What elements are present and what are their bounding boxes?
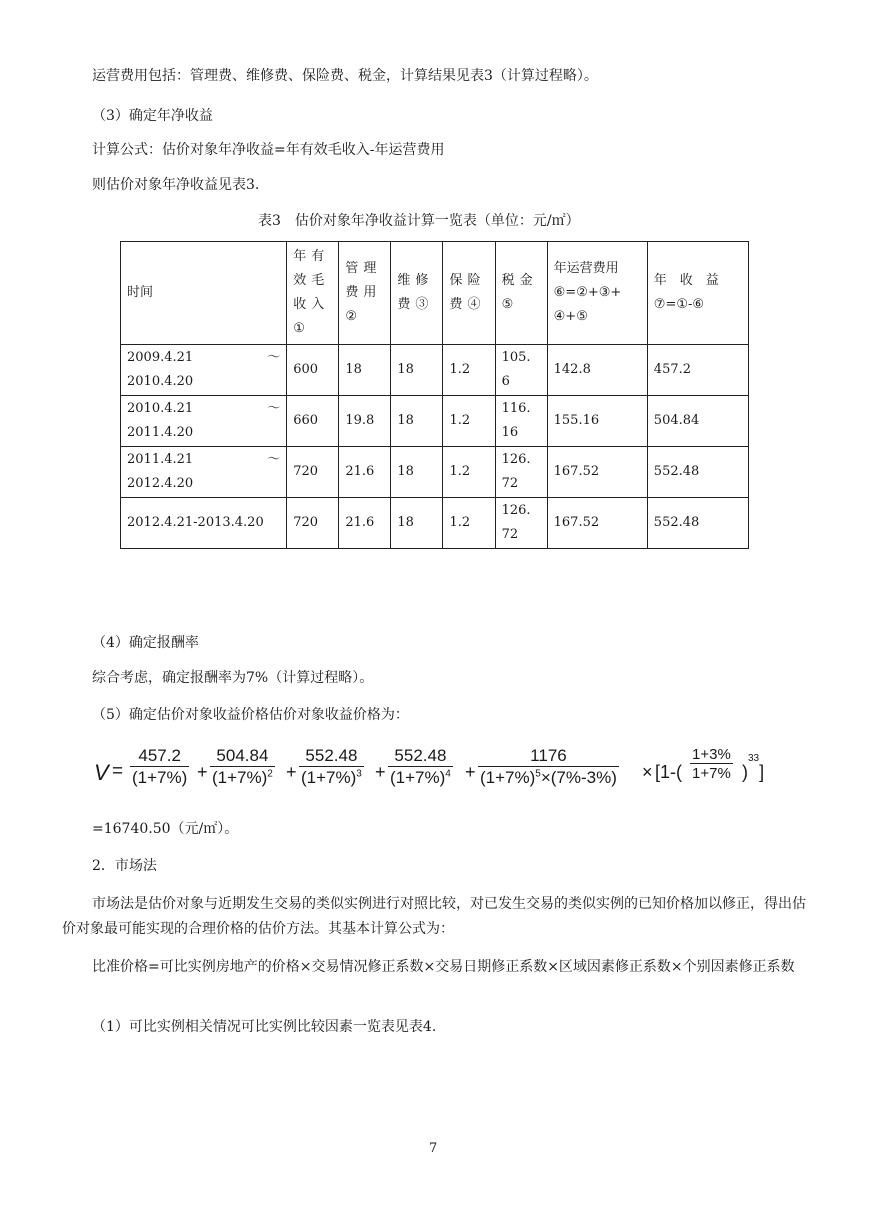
heading-net-income: （3）确定年净收益 [92,108,213,124]
cell-period: 2011.4.21 ～ 2012.4.20 [121,447,287,498]
cell-opex: 167.52 [547,498,647,549]
cell-insurance: 1.2 [443,345,495,396]
cell-period: 2009.4.21 ～ 2010.4.20 [121,345,287,396]
cell-net: 457.2 [647,345,748,396]
cell-tax: 126. 72 [495,447,547,498]
cell-tax: 126. 72 [495,498,547,549]
income-value-formula [92,744,782,804]
cell-repair: 18 [391,498,443,549]
heading-comparable-cases: （1）可比实例相关情况可比实例比较因素一览表见表4. [92,1019,437,1035]
header-repair-fee: 维修 费③ [391,242,443,345]
cell-repair: 18 [391,447,443,498]
formula-v: V [94,760,109,785]
cell-tax: 105. 6 [495,345,547,396]
table-row [121,498,749,549]
table-row [121,345,749,396]
header-management-fee: 管理 费用 ② [339,242,391,345]
fraction-6: $\frac{1+3\%}{1+7\%}$ [692,746,731,782]
heading-income-value: （5）确定估价对象收益价格估价对象收益价格为： [92,707,409,723]
formula-bracket-open: [1-( [655,762,682,782]
formula-plus: + [375,762,386,782]
cell-net: 552.48 [647,447,748,498]
cell-mgmt: 21.6 [339,447,391,498]
table-caption: 表3 估价对象年净收益计算一览表（单位：元/㎡） [258,213,580,229]
formula-plus: + [197,762,208,782]
fraction-4: $\frac{552.48}{(1+7\%)^4}$ [390,746,451,787]
heading-yield-rate: （4）确定报酬率 [92,635,199,651]
net-income-table [120,241,749,549]
table-header-row [121,242,749,345]
header-insurance-fee: 保险 费④ [443,242,495,345]
cell-opex: 142.8 [547,345,647,396]
cell-gross: 720 [287,447,339,498]
cell-opex: 155.16 [547,396,647,447]
fraction-3: $\frac{552.48}{(1+7\%)^3}$ [301,746,362,787]
paragraph-formula-text: 计算公式：估价对象年净收益=年有效毛收入-年运营费用 [92,142,445,158]
cell-period: 2010.4.21 ～ 2011.4.20 [121,396,287,447]
cell-repair: 18 [391,345,443,396]
cell-mgmt: 18 [339,345,391,396]
cell-repair: 18 [391,396,443,447]
heading-market-method: 2．市场法 [92,858,157,874]
cell-net: 504.84 [647,396,748,447]
header-gross-income: 年有 效毛 收入 ① [287,242,339,345]
formula-equals: = [112,761,124,782]
paragraph-market-method: 市场法是估价对象与近期发生交易的类似实例进行对照比较，对已发生交易的类似实例的已知价格加以修正，得出估价对象最可能实现的合理价格的估价方法。其基本计算公式为： [62,896,806,937]
table-row [121,396,749,447]
header-time: 时间 [121,242,287,345]
fraction-2: $\frac{504.84}{(1+7\%)^2}$ [212,746,273,787]
fraction-1: $\frac{457.2}{(1+7\%)}$ [132,746,188,787]
cell-gross: 720 [287,498,339,549]
page-number: 7 [429,1141,438,1156]
paragraph-operating-costs: 运营费用包括：管理费、维修费、保险费、税金，计算结果见表3（计算过程略）。 [92,68,598,84]
paragraph-see-table: 则估价对象年净收益见表3. [92,177,260,193]
formula-plus: + [465,762,476,782]
cell-gross: 600 [287,345,339,396]
fraction-5: $\frac{1176}{(1+7\%)^5\times(7\%-3\%)}$ [480,746,617,787]
formula-bracket-close: )$^{33}$] [742,753,765,782]
header-net-income: 年 收 益 ⑦=①-⑥ [647,242,748,345]
cell-insurance: 1.2 [443,498,495,549]
cell-insurance: 1.2 [443,396,495,447]
formula-result: =16740.50（元/㎡）。 [92,821,239,837]
cell-period: 2012.4.21-2013.4.20 [121,498,287,549]
header-operating-cost: 年运营费用 ⑥=②+③+ ④+⑤ [547,242,647,345]
header-tax: 税金 ⑤ [495,242,547,345]
formula-times: × [642,762,653,782]
cell-tax: 116. 16 [495,396,547,447]
paragraph-yield-rate: 综合考虑，确定报酬率为7%（计算过程略）。 [92,670,374,686]
formula-plus: + [286,762,297,782]
cell-gross: 660 [287,396,339,447]
paragraph-comparison-formula: 比准价格=可比实例房地产的价格×交易情况修正系数×交易日期修正系数×区域因素修正系数×个别因素修正系数 [92,959,795,975]
cell-insurance: 1.2 [443,447,495,498]
cell-opex: 167.52 [547,447,647,498]
cell-mgmt: 19.8 [339,396,391,447]
table-row [121,447,749,498]
cell-mgmt: 21.6 [339,498,391,549]
cell-net: 552.48 [647,498,748,549]
